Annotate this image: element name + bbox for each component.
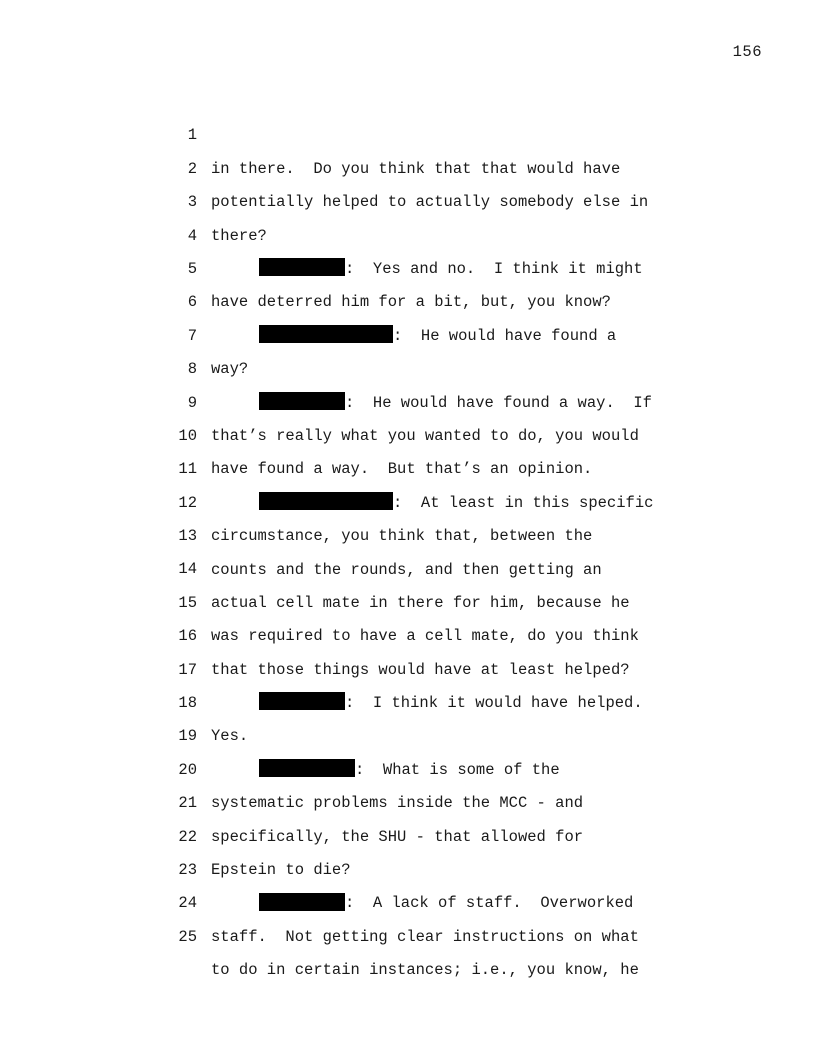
line-text: systematic problems inside the MCC - and (211, 794, 584, 813)
line-number: 2 (187, 159, 197, 178)
line-number: 10 (178, 426, 197, 445)
transcript-line (0, 86, 816, 178)
line-number: 25 (178, 927, 197, 946)
line-number: 23 (178, 861, 197, 879)
line-text: specifically, the SHU - that allowed for (211, 827, 584, 846)
line-text: : At least in this specific (393, 493, 654, 512)
line-number: 14 (178, 560, 197, 579)
line-number: 21 (178, 794, 197, 813)
line-text: : He would have found a way. If (345, 393, 652, 412)
transcript-line (0, 320, 816, 412)
line-number: 17 (178, 660, 197, 679)
line-text: to do in certain instances; i.e., you know, he (211, 961, 639, 980)
line-number: 7 (187, 326, 197, 345)
line-number: 13 (178, 527, 197, 546)
line-number: 18 (178, 694, 197, 713)
line-number: 6 (187, 293, 197, 312)
line-text: was required to have a cell mate, do you think (211, 627, 639, 646)
line-text: have deterred him for a bit, but, you know? (211, 293, 611, 312)
line-number: 11 (178, 460, 197, 479)
transcript-body (0, 86, 816, 980)
line-number: 24 (178, 894, 197, 913)
line-text: there? (211, 226, 267, 245)
line-number: 1 (187, 126, 197, 145)
line-text: way? (211, 360, 249, 379)
line-text: counts and the rounds, and then getting an (211, 560, 602, 579)
line-text: : I think it would have helped. (345, 694, 643, 713)
line-text: : Yes and no. I think it might (345, 259, 643, 278)
line-text: Yes. (211, 727, 249, 746)
line-text: staff. Not getting clear instructions on what (211, 927, 639, 946)
line-number: 5 (187, 259, 197, 278)
line-number: 19 (178, 727, 197, 746)
line-text: : What is some of the (355, 760, 560, 779)
line-text: circumstance, you think that, between the (211, 527, 593, 546)
line-number: 15 (178, 593, 197, 612)
line-text: : A lack of staff. Overworked (345, 894, 634, 913)
line-text: in there. Do you think that that would have (211, 159, 621, 178)
line-number: 12 (178, 493, 197, 512)
line-text: that’s really what you wanted to do, you would (211, 426, 639, 445)
line-number: 4 (187, 226, 197, 245)
line-text: have found a way. But that’s an opinion. (211, 460, 593, 479)
line-number: 8 (187, 360, 197, 379)
line-text: Epstein to die? (211, 861, 351, 880)
line-text: actual cell mate in there for him, because he (211, 593, 630, 612)
line-text: : He would have found a (393, 326, 617, 345)
line-number: 3 (187, 193, 197, 212)
line-number: 22 (178, 827, 197, 846)
line-text: potentially helped to actually somebody else in (211, 193, 649, 212)
line-text: that those things would have at least helped? (211, 660, 630, 679)
line-number: 20 (178, 760, 197, 779)
page-number: 156 (732, 43, 762, 61)
line-number: 9 (187, 393, 197, 412)
line-number: 16 (178, 627, 197, 646)
